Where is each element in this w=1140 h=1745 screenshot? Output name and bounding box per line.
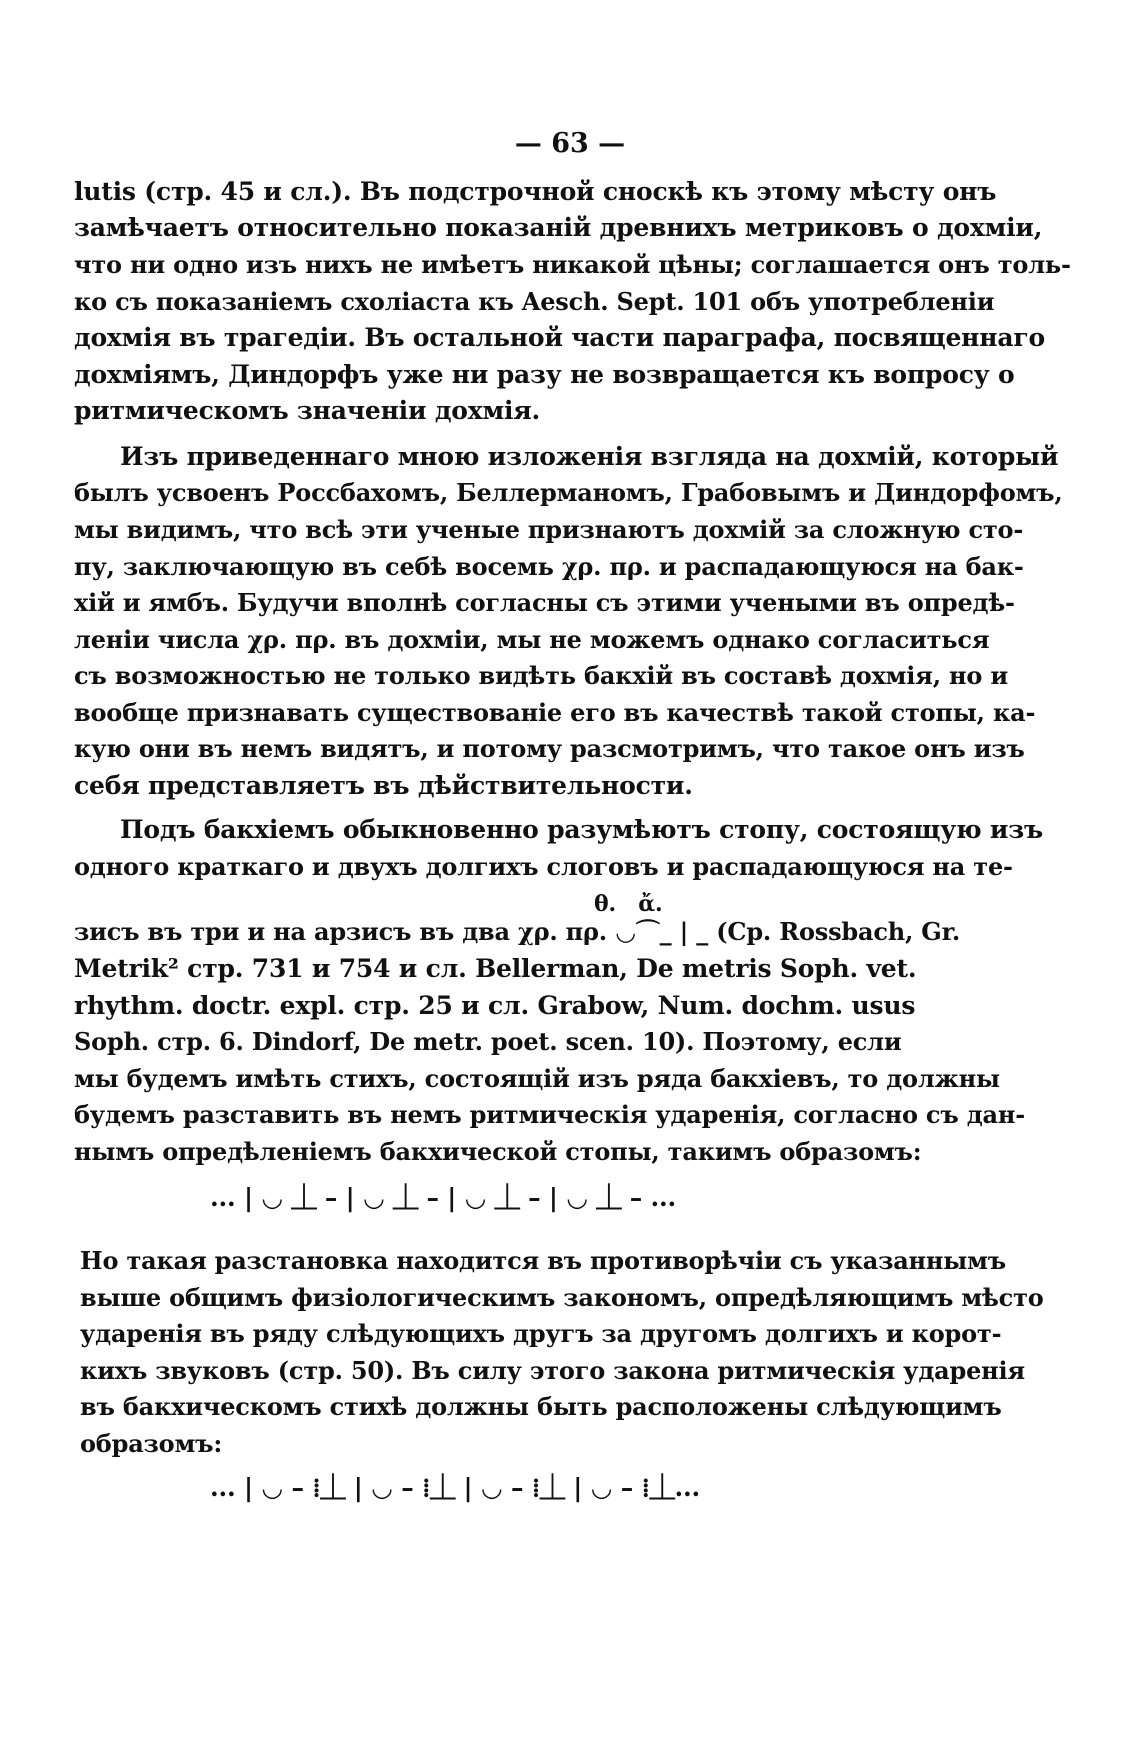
metrical-scheme: ... | ◡ ⏊ – | ◡ ⏊ – | ◡ ⏊ – | ◡ ⏊ – ... — [210, 1183, 677, 1212]
text-line: ко съ показаніемъ схоліаста къ Aesch. Sept. 101 объ употребленіи — [74, 287, 995, 316]
text-line: вообще признавать существованіе его въ качествѣ такой стопы, ка- — [74, 698, 1036, 727]
text-line: съ возможностью не только видѣть бакхій въ составѣ дохмія, но и — [74, 661, 1008, 690]
text-line: что ни одно изъ нихъ не имѣетъ никакой цѣны; соглашается онъ толь- — [74, 250, 1071, 279]
text-line: кую они въ немъ видятъ, и потому разсмотримъ, что такое онъ изъ — [74, 734, 1025, 763]
text-line: lutis (стр. 45 и сл.). Въ подстрочной сноскѣ къ этому мѣсту онъ — [74, 177, 997, 206]
text-line: Но такая разстановка находится въ противорѣчіи съ указаннымъ — [80, 1246, 1006, 1275]
text-line: будемъ разставить въ немъ ритмическія ударенія, согласно съ дан- — [74, 1100, 1025, 1129]
text-line: rhythm. doctr. expl. стр. 25 и сл. Grabow, Num. dochm. usus — [74, 991, 916, 1020]
text-line: зисъ въ три и на арзисъ въ два χρ. πρ. ◡⌒_ | _ (Cp. Rossbach, Gr. — [74, 917, 960, 946]
text-line: кихъ звуковъ (стр. 50). Въ силу этого закона ритмическія ударенія — [80, 1356, 1025, 1385]
text-line: ритмическомъ значеніи дохмія. — [74, 396, 541, 425]
text-line: замѣчаетъ относительно показаній древнихъ метриковъ о дохміи, — [74, 213, 1043, 242]
page-number: — 63 — — [514, 128, 626, 159]
text-line: ударенія въ ряду слѣдующихъ другъ за другомъ долгихъ и корот- — [80, 1319, 1002, 1348]
text-line: дохмія въ трагедіи. Въ остальной части параграфа, посвященнаго — [74, 323, 1045, 352]
text-line: хій и ямбъ. Будучи вполнѣ согласны съ этими учеными въ опредѣ- — [74, 588, 1015, 617]
text-line: Soph. стр. 6. Dindorf, De metr. poet. scen. 10). Поэтому, если — [74, 1027, 902, 1056]
text-line: Metrik² стр. 731 и 754 и сл. Bellerman, De metris Soph. vet. — [74, 954, 917, 983]
text-line: нымъ опредѣленіемъ бакхической стопы, такимъ образомъ: — [74, 1137, 922, 1166]
text-line: въ бакхическомъ стихѣ должны быть расположены слѣдующимъ — [80, 1392, 1002, 1421]
text-line: одного краткаго и двухъ долгихъ слоговъ и распадающуюся на те- — [74, 852, 1013, 881]
text-line: выше общимъ физіологическимъ закономъ, опредѣляющимъ мѣсто — [80, 1283, 1044, 1312]
metrical-scheme: ... | ◡ – ⁞⏊ | ◡ – ⁞⏊ | ◡ – ⁞⏊ | ◡ – ⁞⏊... — [210, 1473, 701, 1502]
text-line: былъ усвоенъ Россбахомъ, Беллерманомъ, Грабовымъ и Диндорфомъ, — [74, 478, 1063, 507]
text-line: себя представляетъ въ дѣйствительности. — [74, 771, 693, 800]
text-line: Изъ приведеннаго мною изложенія взгляда на дохмій, который — [120, 442, 1059, 471]
text-line: леніи числа χρ. πρ. въ дохміи, мы не можемъ однако согласиться — [74, 625, 990, 654]
text-line: Подъ бакхіемъ обыкновенно разумѣютъ стопу, состоящую изъ — [120, 815, 1044, 844]
text-line: мы видимъ, что всѣ эти ученые признаютъ дохмій за сложную сто- — [74, 515, 1024, 544]
metrical-marks: θ. ἄ. — [594, 891, 663, 917]
text-line: образомъ: — [80, 1429, 222, 1458]
text-line: мы будемъ имѣть стихъ, состоящій изъ ряда бакхіевъ, то должны — [74, 1064, 1000, 1093]
text-line: дохміямъ, Диндорфъ уже ни разу не возвращается къ вопросу о — [74, 360, 1015, 389]
text-line: пу, заключающую въ себѣ восемь χρ. πρ. и распадающуюся на бак- — [74, 552, 1024, 581]
